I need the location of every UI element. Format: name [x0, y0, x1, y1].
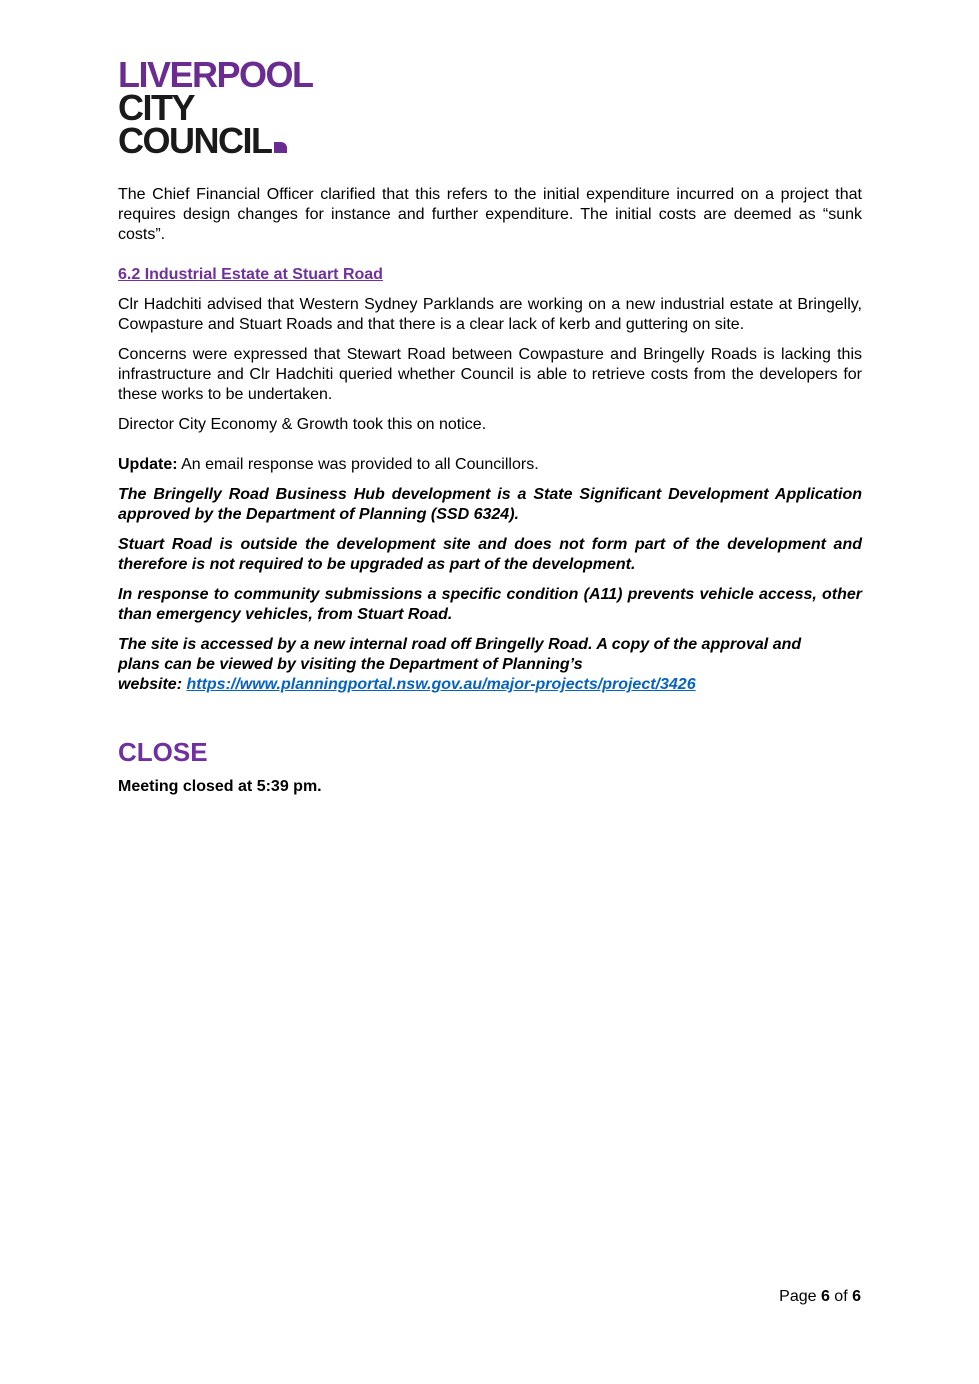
footer-page-number: 6 — [820, 1288, 830, 1305]
council-logo — [118, 54, 348, 161]
close-heading: CLOSE — [118, 737, 208, 767]
logo-dot-shape — [274, 142, 287, 153]
update-text: An email response was provided to all Councillors. — [177, 456, 539, 473]
footer-page-word: Page — [779, 1288, 821, 1305]
footer-page-total: 6 — [852, 1288, 861, 1305]
paragraph-director-notice: Director City Economy & Growth took this on notice. — [118, 416, 487, 433]
logo-line-council — [118, 120, 348, 161]
paragraph-sunk-costs: The Chief Financial Officer clarified that this refers to the initial expenditure incurred on a project that requires design changes for instance and further expenditure. The initial costs are deemed as “sunk costs”. — [118, 186, 862, 243]
footer-of-word: of — [829, 1288, 853, 1305]
response-site-access-line3: website: — [118, 676, 187, 693]
response-site-access — [118, 635, 862, 695]
logo-line-city: CITY — [118, 87, 195, 128]
page-number-footer — [779, 1287, 861, 1307]
section-heading-6-2[interactable]: 6.2 Industrial Estate at Stuart Road — [118, 266, 383, 283]
planning-portal-link[interactable]: https://www.planningportal.nsw.gov.au/major-projects/project/3426 — [186, 676, 696, 693]
page-content — [118, 185, 862, 797]
response-site-access-line2: plans can be viewed by visiting the Department of Planning’s — [118, 656, 583, 673]
response-condition-a11: In response to community submissions a specific condition (A11) prevents vehicle access, other than emergency vehicles, from Stuart Road. — [118, 586, 862, 623]
update-paragraph — [118, 455, 862, 475]
logo-council-text: COUNCIL — [118, 120, 272, 161]
response-site-access-line1: The site is accessed by a new internal road off Bringelly Road. A copy of the approval and — [118, 636, 802, 653]
response-ssd-approval: The Bringelly Road Business Hub development is a State Significant Development Application approved by the Department of Planning (SSD 6324). — [118, 486, 862, 523]
response-stuart-road: Stuart Road is outside the development site and does not form part of the development and therefore is not required to be upgraded as part of the development. — [118, 536, 862, 573]
meeting-closed-text: Meeting closed at 5:39 pm. — [118, 778, 322, 795]
update-label: Update: — [118, 456, 178, 473]
paragraph-concerns: Concerns were expressed that Stewart Road between Cowpasture and Bringelly Roads is lacking this infrastructure and Clr Hadchiti queried whether Council is able to retrieve costs from the developers for these works to be undertaken. — [118, 346, 862, 403]
paragraph-hadchiti-advice: Clr Hadchiti advised that Western Sydney Parklands are working on a new industrial estate at Bringelly, Cowpasture and Stuart Roads and that there is a clear lack of kerb and guttering on site. — [118, 296, 862, 333]
logo-line-liverpool: LIVERPOOL — [118, 54, 313, 95]
